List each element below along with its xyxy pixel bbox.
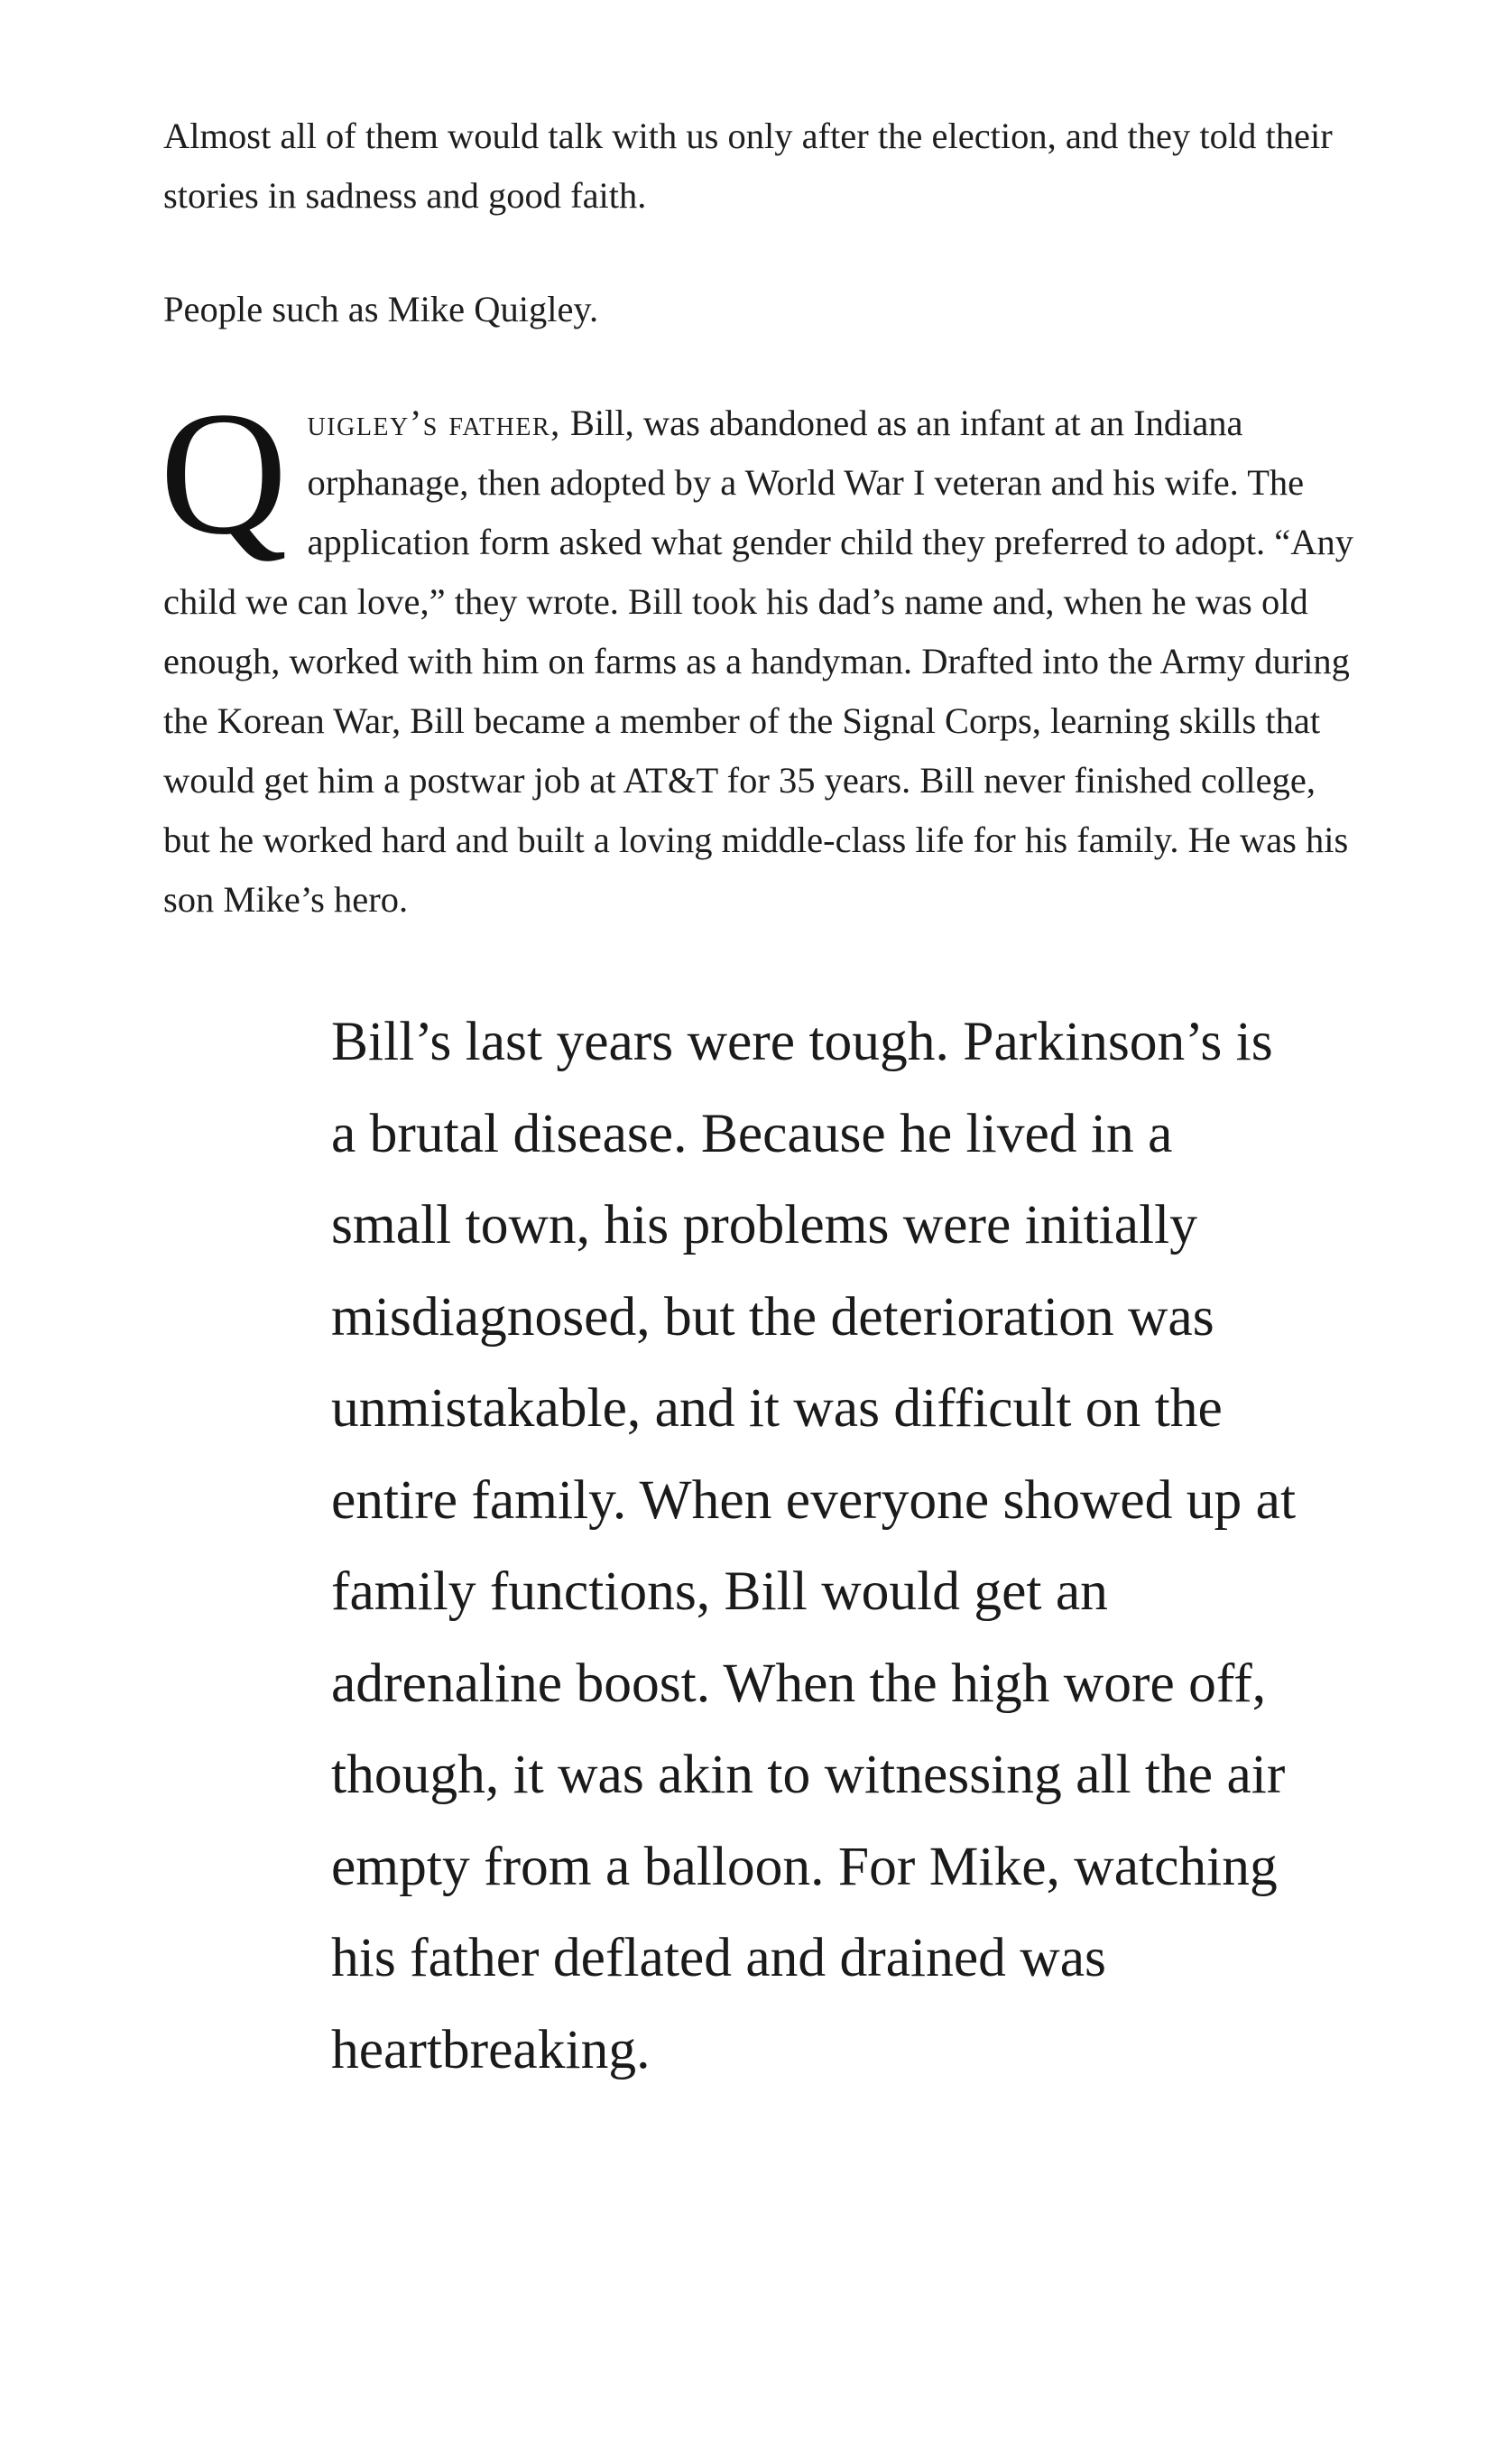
article-body	[160, 107, 1363, 930]
lead-in-smallcaps: uigley’s father,	[307, 403, 561, 443]
people-paragraph: People such as Mike Quigley.	[163, 289, 599, 329]
intro-paragraph: Almost all of them would talk with us only after the election, and they told their stories in sadness and good faith.	[163, 116, 1333, 216]
pull-quote: Bill’s last years were tough. Parkinson’s is a brutal disease. Because he lived in a small town, his problems were initially misdiagnosed, but the deterioration was unmistakable, and it was difficult on the entire family. When everyone showed up at family functions, Bill would get an adrenaline boost. When the high wore off, though, it was akin to witnessing all the air empty from a balloon. For Mike, watching his father deflated and drained was heartbreaking.	[331, 1011, 1297, 2080]
drop-cap: Q	[160, 375, 288, 571]
story-paragraph	[160, 375, 1363, 930]
story-text: Bill, was abandoned as an infant at an Indiana orphanage, then adopted by a World War I veteran and his wife. The application form asked what gender child they preferred to adopt. “Any child we can love,” they wrote. Bill took his dad’s name and, when he was old enough, worked with him on farms as a handyman. Drafted into the Army during the Korean War, Bill became a member of the Signal Corps, learning skills that would get him a postwar job at AT&T for 35 years. Bill never finished college, but he worked hard and built a loving middle-class life for his family. He was his son Mike’s hero.	[163, 403, 1353, 920]
